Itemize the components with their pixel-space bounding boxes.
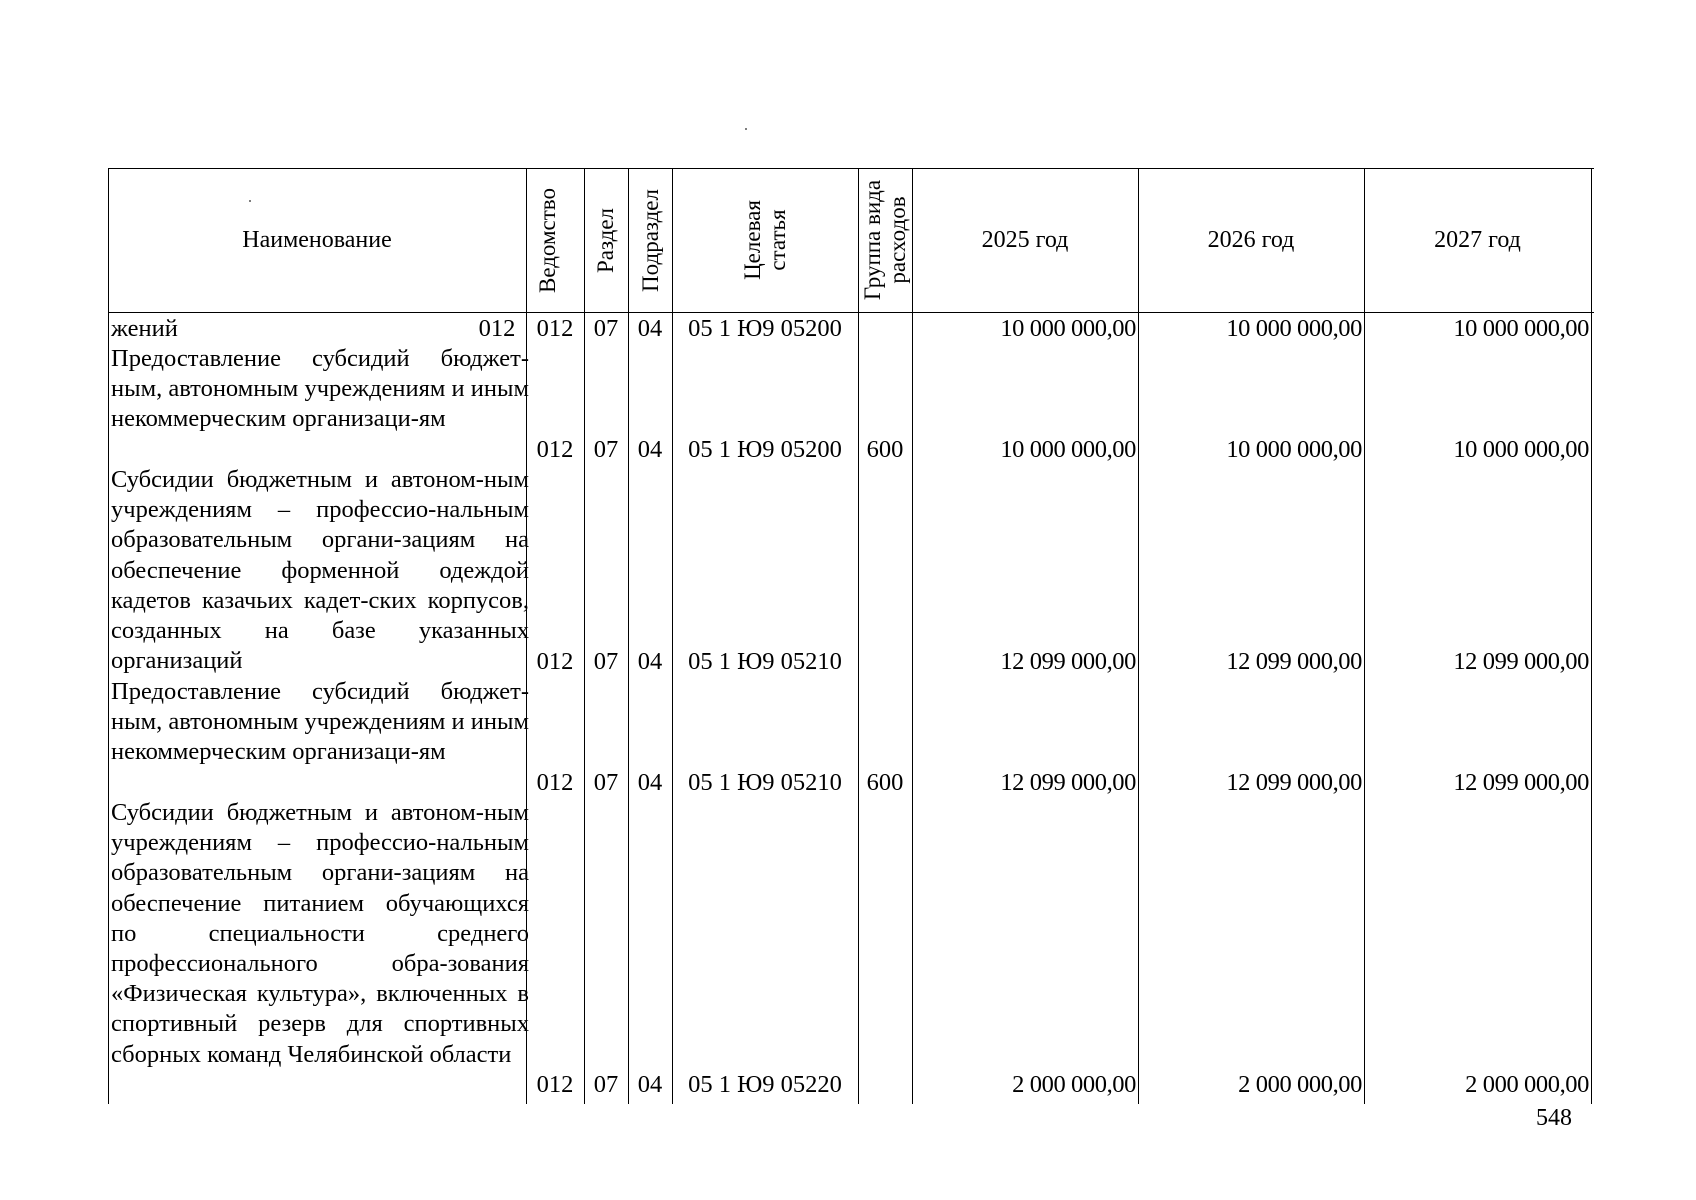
cell-department: 012: [536, 1071, 574, 1098]
table-row: [108, 314, 1594, 344]
cell-section: 07: [593, 315, 619, 342]
cell-subsection: 04: [637, 315, 663, 342]
header-subsection: Подраздел: [637, 188, 663, 292]
table-row: [108, 768, 1594, 798]
cell-2027: 10 000 000,00: [1453, 436, 1589, 463]
cell-department: 012: [478, 315, 516, 342]
row-name: Субсидии бюджетным и автоном-ным учреждениям – профессио-нальным образовательным органи-зациям на обеспечение питанием обучающихся по специальности среднего профессионального обра-зования «Физическая культура», включенных в спортивный резерв для спортивных сборных команд Челябинской области: [111, 799, 529, 1068]
cell-2026: 12 099 000,00: [1226, 769, 1362, 796]
table-border-right: [1591, 168, 1592, 1104]
cell-target-article: 05 1 Ю9 05220: [688, 1071, 842, 1098]
cell-subsection: 04: [637, 436, 663, 463]
cell-expense-group: 600: [866, 436, 904, 463]
header-2026: 2026 год: [1207, 226, 1295, 253]
scan-speck: [745, 128, 747, 130]
header-divider: [108, 312, 1594, 313]
cell-subsection: 04: [637, 1071, 663, 1098]
header-section: Раздел: [593, 207, 619, 273]
cell-2025: 10 000 000,00: [1000, 315, 1136, 342]
cell-target-article: 05 1 Ю9 05200: [688, 436, 842, 463]
table-row: [108, 647, 1594, 677]
table-row: [108, 1070, 1594, 1100]
cell-2025: 12 099 000,00: [1000, 648, 1136, 675]
cell-target-article: 05 1 Ю9 05210: [688, 648, 842, 675]
cell-section: 07: [593, 648, 619, 675]
row-name: Субсидии бюджетным и автоном-ным учреждениям – профессио-нальным образовательным органи-зациям на обеспечение форменной одеждой кадетов казачьих кадет-ских корпусов, созданных на базе указанных организаций: [111, 466, 529, 675]
cell-2026: 2 000 000,00: [1238, 1071, 1362, 1098]
cell-2027: 2 000 000,00: [1465, 1071, 1589, 1098]
cell-2026: 10 000 000,00: [1226, 315, 1362, 342]
row-name: Предоставление субсидий бюджет-ным, автономным учреждениям и иным некоммерческим организаци-ям: [111, 678, 529, 766]
cell-department: 012: [536, 436, 574, 463]
cell-2027: 12 099 000,00: [1453, 769, 1589, 796]
cell-department: 012: [536, 648, 574, 675]
cell-2026: 10 000 000,00: [1226, 436, 1362, 463]
cell-2027: 12 099 000,00: [1453, 648, 1589, 675]
cell-2025: 2 000 000,00: [1012, 1071, 1136, 1098]
budget-table: [108, 168, 1594, 1104]
row-name: жений: [111, 315, 178, 342]
cell-target-article: 05 1 Ю9 05200: [688, 315, 842, 342]
cell-department: 012: [536, 315, 574, 342]
row-name: Предоставление субсидий бюджет-ным, автономным учреждениям и иным некоммерческим организаци-ям: [111, 345, 529, 433]
page-number: 548: [1536, 1105, 1572, 1131]
cell-section: 07: [593, 436, 619, 463]
cell-subsection: 04: [637, 769, 663, 796]
cell-section: 07: [593, 1071, 619, 1098]
header-target-article: Целевая статья: [739, 200, 790, 280]
cell-expense-group: 600: [866, 769, 904, 796]
cell-2027: 10 000 000,00: [1453, 315, 1589, 342]
cell-subsection: 04: [637, 648, 663, 675]
header-2025: 2025 год: [981, 226, 1069, 253]
cell-2025: 10 000 000,00: [1000, 436, 1136, 463]
header-name: Наименование: [242, 226, 392, 253]
header-department: Ведомство: [535, 187, 561, 293]
header-expense-group: Группа вида расходов: [860, 179, 911, 301]
cell-department: 012: [536, 769, 574, 796]
scan-speck: [249, 200, 251, 202]
header-2027: 2027 год: [1434, 226, 1521, 253]
table-row: [108, 435, 1594, 465]
cell-2025: 12 099 000,00: [1000, 769, 1136, 796]
cell-2026: 12 099 000,00: [1226, 648, 1362, 675]
cell-section: 07: [593, 769, 619, 796]
cell-target-article: 05 1 Ю9 05210: [688, 769, 842, 796]
